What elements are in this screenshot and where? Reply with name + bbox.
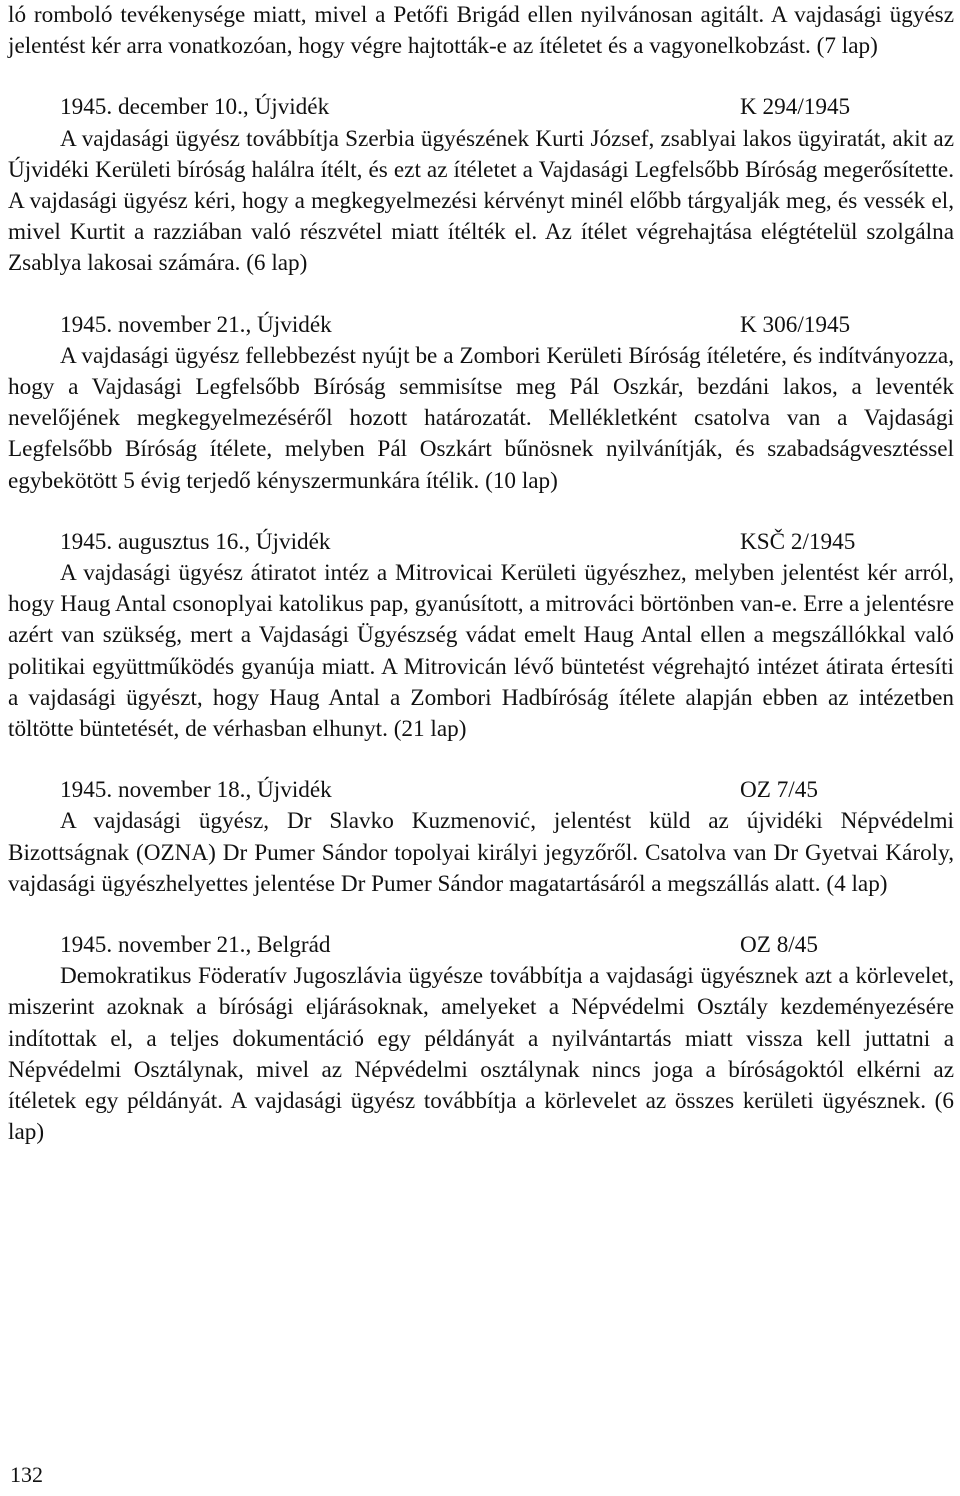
entry-header bbox=[8, 930, 954, 961]
entry-header bbox=[8, 775, 954, 806]
entry-reference-number: OZ 8/45 bbox=[740, 932, 818, 959]
archive-entry bbox=[8, 930, 954, 1148]
page-number: 132 bbox=[10, 1462, 43, 1487]
document-page bbox=[8, 0, 954, 1148]
entry-summary: A vajdasági ügyész, Dr Slavko Kuzmenović, jelentést küld az újvidéki Népvédelmi Bizottságnak (OZNA) Dr Pumer Sándor topolyai királyi jegyzőről. Csatolva van Dr Gyetvai Károly, vajdasági ügyészhelyettes jelentése Dr Pumer Sándor magatartásáról a megszállás alatt. (4 lap) bbox=[8, 808, 954, 897]
entry-reference-number: K 294/1945 bbox=[740, 94, 851, 121]
entry-date-place: 1945. december 10., Újvidék bbox=[60, 94, 330, 121]
archive-entry bbox=[8, 310, 954, 497]
entry-summary: Demokratikus Föderatív Jugoszlávia ügyésze továbbítja a vajdasági ügyésznek azt a körlevelet, miszerint azoknak a bírósági eljárásoknak, amelyeket a Népvédelmi Osztály kezdeményezésére indítottak el, a teljes dokumentáció egy példányát a nyilvántartás miatt vissza kell juttatni a Népvédelmi Osztálynak, mivel az Népvédelmi osztálynak nincs joga a bíróságoktól elkérni az ítéletek egy példányát. A vajdasági ügyész továbbítja a körlevelet az összes kerületi ügyésznek. (6 lap) bbox=[8, 963, 954, 1146]
entry-date-place: 1945. november 21., Újvidék bbox=[60, 311, 332, 338]
entry-date-place: 1945. augusztus 16., Újvidék bbox=[60, 528, 331, 555]
entry-header bbox=[8, 310, 954, 341]
entry-date-place: 1945. november 21., Belgrád bbox=[60, 932, 331, 959]
entry-reference-number: KSČ 2/1945 bbox=[740, 528, 856, 555]
entry-summary: A vajdasági ügyész fellebbezést nyújt be a Zombori Kerületi Bíróság ítéletére, és indítványozza, hogy a Vajdasági Legfelsőbb Bíróság semmisítse meg Pál Oszkár, bezdáni lakos, a leventék nevelőjének megkegyelmezéséről hozott határozatát. Mellékletként csatolva van a Vajdasági Legfelsőbb Bíróság ítélete, melyben Pál Oszkárt bűnösnek nyilvánítják, és szabadságvesztéssel egybekötött 5 évig terjedő kényszermunkára ítélik. (10 lap) bbox=[8, 342, 954, 494]
archive-entry bbox=[8, 527, 954, 745]
entry-header bbox=[8, 527, 954, 558]
archive-entry bbox=[8, 775, 954, 900]
entry-reference-number: OZ 7/45 bbox=[740, 777, 818, 804]
entry-date-place: 1945. november 18., Újvidék bbox=[60, 777, 332, 804]
lead-paragraph: ló romboló tevékenysége miatt, mivel a Petőfi Brigád ellen nyilvánosan agitált. A vajdasági ügyész jelentést kér arra vonatkozóan, hogy végre hajtották-e az ítéletet és a vagyonelkobzást. (7 lap) bbox=[8, 2, 954, 60]
entry-summary: A vajdasági ügyész továbbítja Szerbia ügyészének Kurti József, zsablyai lakos ügyiratát, akit az Újvidéki Kerületi bíróság halálra ítélt, és ezt az ítéletet a Vajdasági Legfelsőbb Bíróság megerősítette. A vajdasági ügyész kéri, hogy a megkegyelmezési kérvényt minél előbb tárgyalják meg, és vessék el, mivel Kurtit a razziában való részvétel miatt ítélték el. Az ítélet végrehajtása elégtételül szolgálna Zsablya lakosai számára. (6 lap) bbox=[8, 125, 954, 277]
entry-summary: A vajdasági ügyész átiratot intéz a Mitrovicai Kerületi ügyészhez, melyben jelentést kér arról, hogy Haug Antal csonoplyai katolikus pap, gyanúsított, a mitrováci börtönben van-e. Erre a jelentésre azért van szükség, mert a Vajdasági Ügyészség vádat emelt Haug Antal ellen a megszállókkal való politikai együttműködés gyanúja miatt. A Mitrovicán lévő büntetést végrehajtó intézet átirata értesíti a vajdasági ügyészt, hogy Haug Antal a Zombori Hadbíróság ítélete alapján ebben az intézetben töltötte büntetését, de vérhasban elhunyt. (21 lap) bbox=[8, 560, 954, 743]
archive-entry bbox=[8, 92, 954, 279]
entry-reference-number: K 306/1945 bbox=[740, 311, 851, 338]
entry-header bbox=[8, 92, 954, 123]
